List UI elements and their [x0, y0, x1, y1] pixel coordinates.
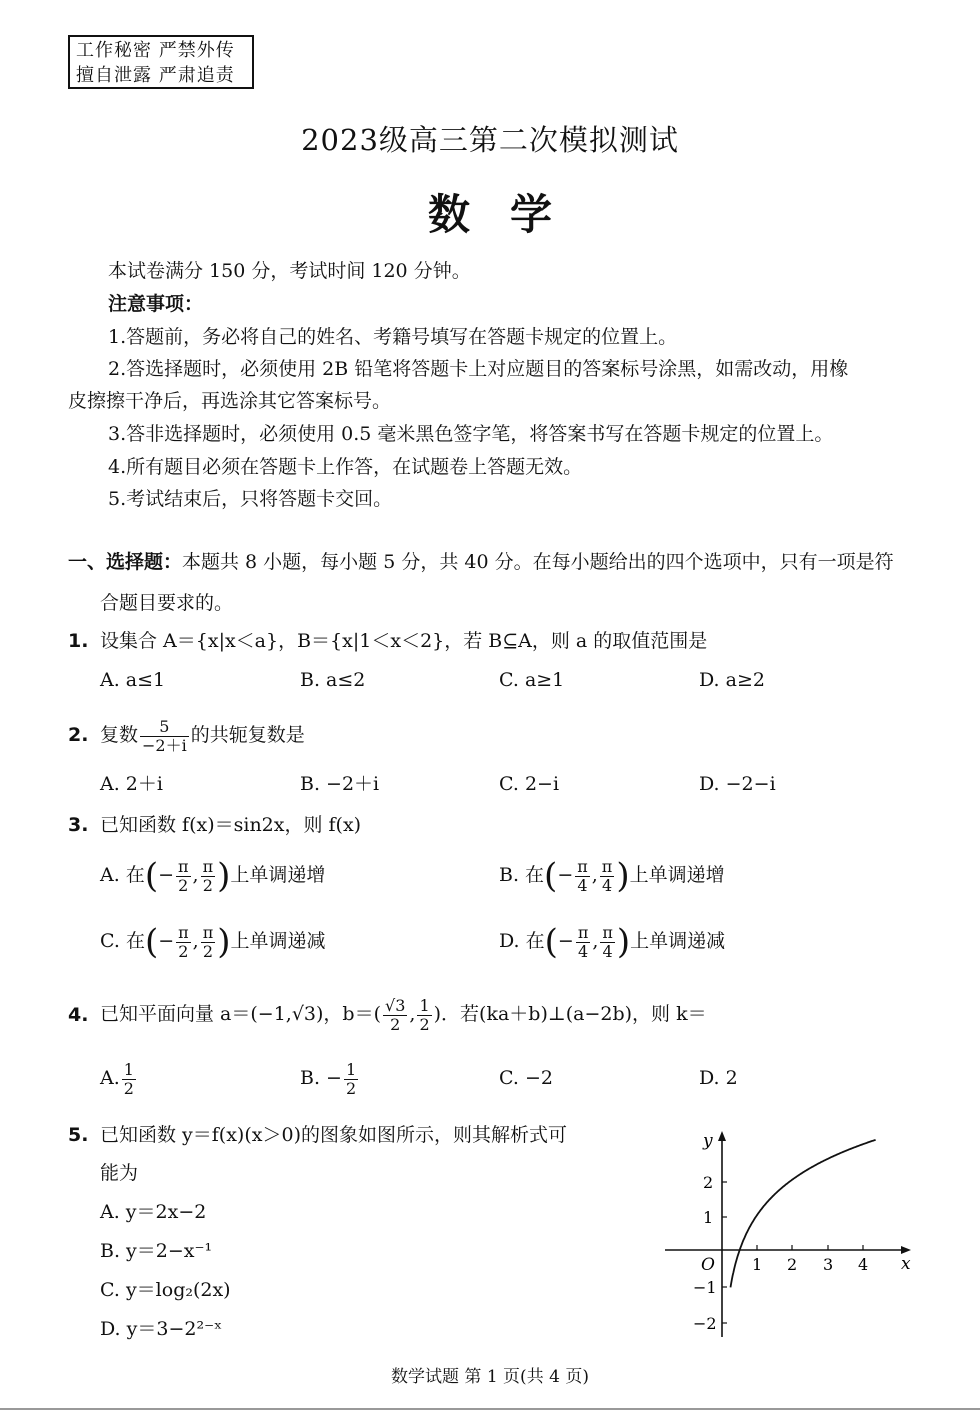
frac-num: π [178, 856, 189, 876]
q3-c-rparen: ) [217, 922, 231, 962]
q4-b-label: B. − [300, 1067, 342, 1089]
page-footer: 数学试题 第 1 页(共 4 页) [391, 1367, 589, 1387]
x-axis-label: x [901, 1254, 911, 1274]
frac-num: π [202, 856, 214, 876]
q3-a-comma: , [192, 864, 199, 886]
frac-den: 2 [390, 1014, 401, 1034]
q3-b-text: 上单调递增 [629, 864, 725, 886]
q3-c-frac1 [176, 924, 191, 961]
q3-number: 3. [68, 814, 89, 836]
q3-b-rparen: ) [616, 856, 630, 896]
q1-stem: 设集合 A＝{x|x＜a}，B＝{x|1＜x＜2}，若 B⊆A，则 a 的取值范围是 [100, 630, 708, 652]
q3-d-rparen: ) [616, 922, 631, 962]
q3-option-a [100, 850, 325, 900]
frac-num: π [601, 856, 613, 876]
frac-den: 2 [419, 1014, 430, 1034]
frac-num: π [577, 856, 588, 876]
frac-den: 4 [577, 941, 589, 961]
q2-option-a: A. 2＋i [100, 773, 163, 795]
q3-a-minus: − [158, 864, 174, 886]
frac-num: 1 [345, 1059, 357, 1079]
q3-option-c [100, 916, 326, 966]
frac-den: 2 [202, 875, 213, 895]
q4-number: 4. [68, 1004, 89, 1026]
q4-stem-b: )．若(ka＋b)⊥(a−2b)，则 k＝ [433, 1003, 707, 1025]
frac-num: √3 [385, 995, 406, 1015]
q5-stem-line-2: 能为 [100, 1162, 139, 1184]
q3-d-lparen: ( [544, 922, 558, 962]
section-1-header [68, 550, 894, 574]
q5-number: 5. [68, 1124, 89, 1146]
frac-num: π [577, 922, 589, 942]
q2-option-b: B. −2＋i [300, 773, 380, 795]
q2-stem-post: 的共轭复数是 [190, 724, 305, 746]
frac-den: 4 [577, 875, 588, 895]
stamp-line-1: 工作秘密 严禁外传 [76, 40, 235, 61]
q3-option-d [499, 916, 725, 966]
notice-item-4: 4.所有题目必须在答题卡上作答，在试题卷上答题无效。 [108, 456, 583, 478]
q3-c-label: C. 在 [100, 930, 145, 952]
q2-fraction [140, 718, 189, 755]
q5-function-graph [655, 1122, 920, 1347]
y-tick-label-2: 2 [703, 1173, 714, 1192]
q3-b-frac2 [600, 858, 615, 895]
frac-num: π [202, 922, 214, 942]
q5-option-a: A. y＝2x−2 [100, 1201, 207, 1223]
q4-option-b [300, 1050, 360, 1106]
q1-option-c: C. a≥1 [499, 669, 565, 691]
q3-option-b [499, 850, 725, 900]
q4-stem: 已知平面向量 a＝(−1,√3)，b＝( $\frac{√3}{2}$ , $\frac{1}{2}$ )．若(ka＋b)⊥(a−2b)，则 k＝ [100, 995, 707, 1034]
q3-d-comma: , [592, 930, 599, 952]
q3-b-minus: − [557, 864, 574, 886]
q3-c-minus: − [158, 930, 175, 952]
q4-a-frac [122, 1061, 136, 1098]
q3-a-rparen: ) [217, 856, 231, 896]
q4-frac-1-over-2 [417, 997, 431, 1034]
q1-number: 1. [68, 630, 89, 652]
y-axis-label: y [703, 1131, 713, 1151]
q3-stem: 已知函数 f(x)＝sin2x，则 f(x) [100, 814, 362, 836]
section-1-text-cont: 合题目要求的。 [100, 592, 234, 614]
q4-b-frac [344, 1061, 358, 1098]
q4-stem-a: 已知平面向量 a＝(−1,√3)，b＝( [100, 1003, 382, 1025]
notice-item-2: 2.答选择题时，必须使用 2B 铅笔将答题卡上对应题目的答案标号涂黑，如需改动，用橡 [108, 358, 849, 380]
frac-num: π [178, 922, 189, 942]
x-tick-label-1: 1 [752, 1255, 763, 1274]
q2-option-d: D. −2−i [699, 773, 776, 795]
q4-option-c: C. −2 [499, 1067, 553, 1089]
y-tick-label-neg2: −2 [693, 1314, 717, 1333]
exam-title: 2023级高三第二次模拟测试 [301, 123, 679, 157]
confidential-stamp [68, 35, 254, 89]
frac-den: 2 [123, 1078, 134, 1098]
q4-frac-sqrt3-over-2 [383, 997, 407, 1034]
q4-option-d: D. 2 [699, 1067, 738, 1089]
y-tick-label-neg1: −1 [693, 1278, 717, 1297]
q3-a-text: 上单调递增 [230, 864, 326, 886]
section-1-label: 一、选择题： [68, 551, 183, 573]
q4-a-label: A. [100, 1067, 120, 1089]
q1-option-d: D. a≥2 [699, 669, 765, 691]
q3-d-minus: − [557, 930, 574, 952]
notice-item-2-cont: 皮擦擦干净后，再选涂其它答案标号。 [68, 390, 392, 412]
q3-a-lparen: ( [144, 856, 159, 896]
frac-den: 2 [345, 1078, 357, 1098]
q2-frac-den: −2＋i [142, 735, 187, 755]
x-tick-label-3: 3 [823, 1255, 834, 1274]
q3-c-frac2 [201, 924, 216, 961]
x-axis-arrow [901, 1246, 911, 1254]
frac-den: 4 [601, 875, 613, 895]
q3-b-lparen: ( [544, 856, 558, 896]
frac-den: 4 [602, 941, 613, 961]
q3-d-label: D. 在 [499, 930, 545, 952]
q2-number: 2. [68, 724, 89, 746]
q2-stem-pre: 复数 [100, 724, 139, 746]
intro-line: 本试卷满分 150 分，考试时间 120 分钟。 [108, 260, 471, 282]
subject-title: 数学 [427, 190, 592, 239]
q1-option-b: B. a≤2 [300, 669, 366, 691]
q1-option-a: A. a≤1 [100, 669, 166, 691]
frac-num: π [602, 922, 613, 942]
q2-frac-num: 5 [140, 718, 189, 737]
q3-c-text: 上单调递减 [230, 930, 326, 952]
q5-option-c: C. y＝log₂(2x) [100, 1279, 231, 1301]
q3-a-label: A. 在 [100, 864, 145, 886]
q3-d-frac1 [576, 924, 591, 961]
notice-item-1: 1.答题前，务必将自己的姓名、考籍号填写在答题卡规定的位置上。 [108, 326, 678, 348]
q3-a-frac1 [176, 858, 191, 895]
q3-a-frac2 [201, 858, 216, 895]
stamp-line-2: 擅自泄露 严肃追责 [76, 65, 235, 86]
bottom-edge-line [0, 1408, 980, 1410]
frac-den: 2 [178, 941, 189, 961]
frac-den: 2 [178, 875, 189, 895]
q3-b-frac1 [575, 858, 590, 895]
q3-c-comma: , [192, 930, 199, 952]
q5-option-b: B. y＝2−x⁻¹ [100, 1240, 213, 1262]
origin-label: O [701, 1255, 715, 1275]
q5-option-d: D. y＝3−2²⁻ˣ [100, 1318, 223, 1340]
section-1-text: 本题共 8 小题，每小题 5 分，共 40 分。在每小题给出的四个选项中，只有一项是符 [182, 551, 894, 573]
q3-b-label: B. 在 [499, 864, 545, 886]
x-tick-label-2: 2 [787, 1255, 798, 1274]
y-tick-label-1: 1 [703, 1208, 714, 1227]
q2-option-c: C. 2−i [499, 773, 560, 795]
q2-stem [100, 705, 305, 765]
notice-title: 注意事项： [108, 293, 204, 315]
y-axis-arrow [718, 1131, 726, 1141]
x-tick-label-4: 4 [858, 1255, 869, 1274]
q3-d-frac2 [600, 924, 615, 961]
frac-num: 1 [123, 1059, 134, 1079]
q4-option-a [100, 1050, 138, 1106]
q3-d-text: 上单调递减 [630, 930, 726, 952]
q3-b-comma: , [591, 864, 598, 886]
notice-item-5: 5.考试结束后，只将答题卡交回。 [108, 488, 393, 510]
frac-num: 1 [419, 995, 430, 1015]
q3-c-lparen: ( [144, 922, 159, 962]
frac-den: 2 [202, 941, 214, 961]
q5-stem-line-1: 已知函数 y＝f(x)(x＞0)的图象如图所示，则其解析式可 [100, 1124, 567, 1146]
notice-item-3: 3.答非选择题时，必须使用 0.5 毫米黑色签字笔，将答案书写在答题卡规定的位置上。 [108, 423, 834, 445]
